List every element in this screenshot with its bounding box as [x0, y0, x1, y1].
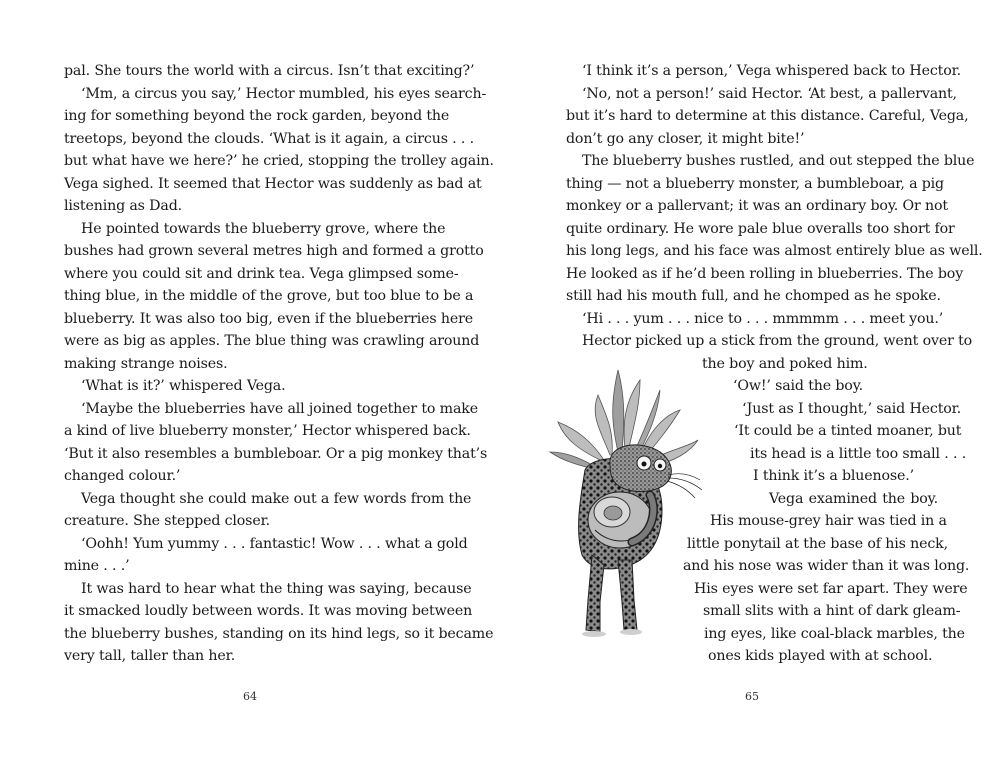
- text-line: a kind of live blueberry monster,’ Hector whispered back.: [64, 423, 471, 439]
- text-line: ‘I think it’s a person,’ Vega whispered back to Hector.: [582, 63, 962, 79]
- page-number: 65: [745, 690, 759, 703]
- text-line: monkey or a pallervant; it was an ordinary boy. Or not: [566, 198, 948, 214]
- text-line: ‘What is it?’ whispered Vega.: [81, 378, 286, 394]
- text-line: quite ordinary. He wore pale blue overalls too short for: [566, 221, 955, 237]
- text-line: ing for something beyond the rock garden, beyond the: [64, 108, 450, 124]
- text-line: ‘Just as I thought,’ said Hector.: [742, 401, 962, 417]
- text-line: but it’s hard to determine at this distance. Careful, Vega,: [566, 108, 969, 124]
- text-line: but what have we here?’ he cried, stopping the trolley again.: [64, 153, 494, 169]
- text-line: ‘It could be a tinted moaner, but: [734, 423, 962, 439]
- text-line: its head is a little too small . . .: [750, 446, 967, 462]
- text-line: Vega examined the boy.: [769, 491, 938, 507]
- text-line: his long legs, and his face was almost entirely blue as well.: [566, 243, 983, 259]
- text-line: He looked as if he’d been rolling in blueberries. The boy: [566, 266, 964, 282]
- page-number: 64: [243, 690, 257, 703]
- text-line: pal. She tours the world with a circus. Isn’t that exciting?’: [64, 63, 475, 79]
- text-line: were as big as apples. The blue thing was crawling around: [64, 333, 480, 349]
- text-line: treetops, beyond the clouds. ‘What is it again, a circus . . .: [64, 131, 474, 147]
- text-line: and his nose was wider than it was long.: [683, 558, 970, 574]
- text-line: bushes had grown several metres high and formed a grotto: [64, 243, 484, 259]
- creature-illustration: [540, 360, 715, 645]
- text-line: ‘Ow!’ said the boy.: [733, 378, 864, 394]
- text-line: still had his mouth full, and he chomped as he spoke.: [566, 288, 941, 304]
- text-line: changed colour.’: [64, 468, 181, 484]
- text-line: ing eyes, like coal-black marbles, the: [704, 626, 965, 642]
- text-line: Hector picked up a stick from the ground, went over to: [582, 333, 973, 349]
- text-line: where you could sit and drink tea. Vega glimpsed some-: [64, 266, 459, 282]
- text-line: mine . . .’: [64, 558, 130, 574]
- text-line: the boy and poked him.: [702, 356, 868, 372]
- text-line: making strange noises.: [64, 356, 228, 372]
- text-line: listening as Dad.: [64, 198, 182, 214]
- text-line: very tall, taller than her.: [64, 648, 236, 664]
- creature-legs: [586, 555, 604, 632]
- text-line: His mouse-grey hair was tied in a: [710, 513, 947, 529]
- text-line: ones kids played with at school.: [708, 648, 933, 664]
- text-line: don’t go any closer, it might bite!’: [566, 131, 805, 147]
- text-line: He pointed towards the blueberry grove, where the: [81, 221, 446, 237]
- text-line: The blueberry bushes rustled, and out stepped the blue: [582, 153, 975, 169]
- text-line: it smacked loudly between words. It was moving between: [64, 603, 473, 619]
- text-line: thing — not a blueberry monster, a bumbleboar, a pig: [566, 176, 944, 192]
- text-line: ‘But it also resembles a bumbleboar. Or a pig monkey that’s: [64, 446, 488, 462]
- text-line: ‘Hi . . . yum . . . nice to . . . mmmmm . . . meet you.’: [582, 311, 944, 327]
- text-line: thing blue, in the middle of the grove, but too blue to be a: [64, 288, 474, 304]
- text-line: little ponytail at the base of his neck,: [687, 536, 948, 552]
- text-line: Vega sighed. It seemed that Hector was suddenly as bad at: [64, 176, 482, 192]
- text-line: the blueberry bushes, standing on its hind legs, so it became: [64, 626, 494, 642]
- text-line: creature. She stepped closer.: [64, 513, 270, 529]
- text-line: blueberry. It was also too big, even if the blueberries here: [64, 311, 474, 327]
- text-line: It was hard to hear what the thing was saying, because: [81, 581, 472, 597]
- text-line: small slits with a hint of dark gleam-: [703, 603, 961, 619]
- text-line: ‘Maybe the blueberries have all joined together to make: [81, 401, 478, 417]
- text-line: ‘Oohh! Yum yummy . . . fantastic! Wow . . . what a gold: [81, 536, 468, 552]
- text-line: I think it’s a bluenose.’: [753, 468, 915, 484]
- text-line: Vega thought she could make out a few words from the: [81, 491, 472, 507]
- text-line: ‘Mm, a circus you say,’ Hector mumbled, his eyes search-: [81, 86, 487, 102]
- text-line: ‘No, not a person!’ said Hector. ‘At best, a pallervant,: [582, 86, 957, 102]
- text-line: His eyes were set far apart. They were: [694, 581, 968, 597]
